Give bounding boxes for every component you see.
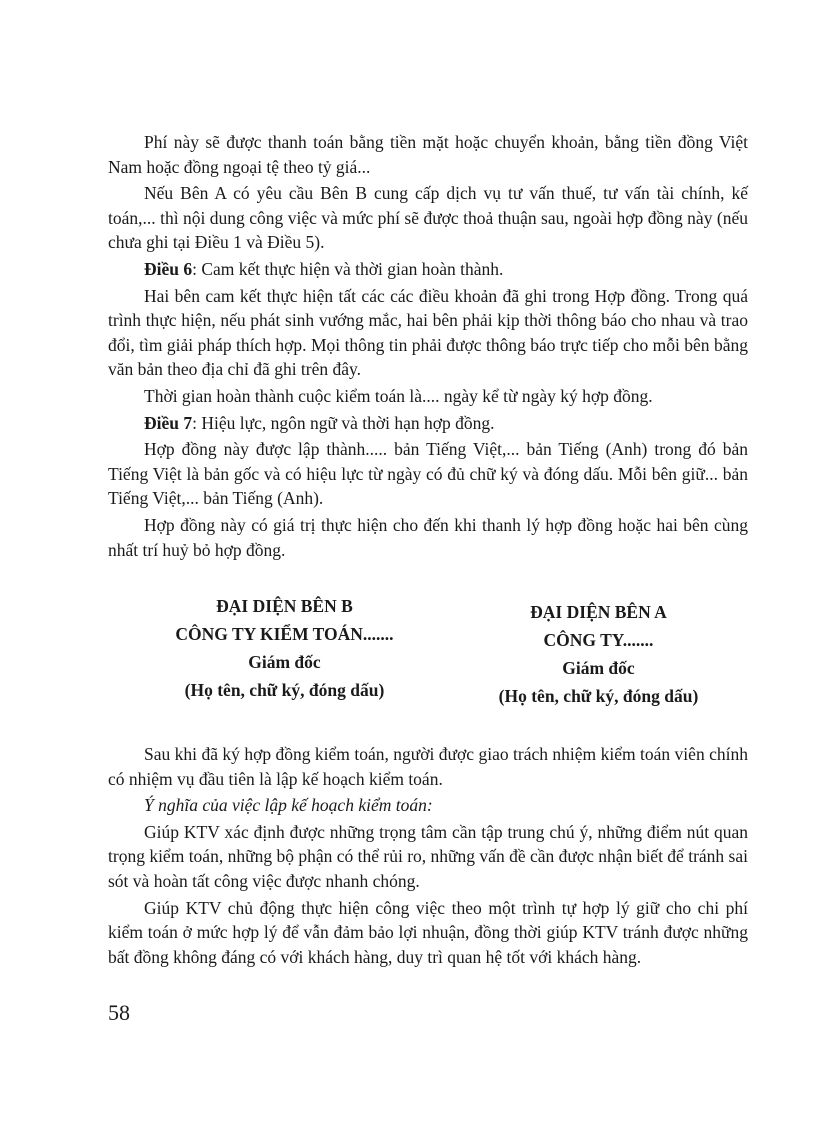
paragraph-completion-time: Thời gian hoàn thành cuộc kiểm toán là.... ngày kể từ ngày ký hợp đồng. <box>144 385 653 406</box>
party-a-representative: ĐẠI DIỆN BÊN A <box>530 602 667 623</box>
article-6-title: : Cam kết thực hiện và thời gian hoàn thành. <box>192 258 504 279</box>
paragraph-validity: Hợp đồng này có giá trị thực hiện cho đến khi thanh lý hợp đồng hoặc hai bên cùng nhất trí huỷ bỏ hợp đồng. <box>108 514 748 560</box>
party-b-company: CÔNG TY KIỂM TOÁN....... <box>175 624 394 645</box>
party-a-sign-note: (Họ tên, chữ ký, đóng dấu) <box>498 686 699 707</box>
article-7-heading <box>108 411 748 436</box>
article-6-heading <box>108 257 748 282</box>
paragraph-commitment: Hai bên cam kết thực hiện tất các các điều khoản đã ghi trong Hợp đồng. Trong quá trình thực hiện, nếu phát sinh vướng mắc, hai bên phải kịp thời thông báo cho nhau và trao đổi, tìm giải pháp thích hợp. Mọi thông tin phải được thông báo trực tiếp cho mỗi bên bằng văn bản theo địa chỉ đã ghi trên đây. <box>108 285 748 380</box>
paragraph-planning-benefit-1: Giúp KTV xác định được những trọng tâm cần tập trung chú ý, những điểm nút quan trọng kiểm toán, những bộ phận có thể rủi ro, những vấn đề cần được nhận biết để tránh sai sót và hoàn tất công việc được nhanh chóng. <box>108 821 748 892</box>
signature-block <box>108 592 748 710</box>
article-7-label: Điều 7 <box>144 412 193 433</box>
party-a-title: Giám đốc <box>562 658 635 679</box>
signature-party-a <box>449 598 748 710</box>
signature-party-b <box>120 592 449 710</box>
page-number: 58 <box>108 1000 130 1025</box>
party-b-title: Giám đốc <box>248 652 321 673</box>
subheading-planning-meaning: Ý nghĩa của việc lập kế hoạch kiểm toán: <box>144 795 433 816</box>
paragraph-planning-benefit-2: Giúp KTV chủ động thực hiện công việc theo một trình tự hợp lý giữ cho chi phí kiểm toán ở mức hợp lý để vẫn đảm bảo lợi nhuận, đồng thời giúp KTV tránh được những bất đồng không đáng có với khách hàng, duy trì quan hệ tốt với khách hàng. <box>108 897 748 967</box>
paragraph-copies: Hợp đồng này được lập thành..... bản Tiếng Việt,... bản Tiếng (Anh) trong đó bản Tiếng Việt là bản gốc và có hiệu lực từ ngày có đủ chữ ký và đóng dấu. Mỗi bên giữ... bản Tiếng Việt,... bản Tiếng (Anh). <box>108 439 748 509</box>
paragraph-extra-services: Nếu Bên A có yêu cầu Bên B cung cấp dịch vụ tư vấn thuế, tư vấn tài chính, kế toán,... thì nội dung công việc và mức phí sẽ được thoả thuận sau, ngoài hợp đồng này (nếu chưa ghi tại Điều 1 và Điều 5). <box>108 183 748 253</box>
article-7-title: : Hiệu lực, ngôn ngữ và thời hạn hợp đồng. <box>192 412 495 433</box>
paragraph-payment: Phí này sẽ được thanh toán bằng tiền mặt hoặc chuyển khoản, bằng tiền đồng Việt Nam hoặc đồng ngoại tệ theo tỷ giá... <box>108 132 748 177</box>
page-content <box>108 130 748 969</box>
party-b-sign-note: (Họ tên, chữ ký, đóng dấu) <box>184 680 385 701</box>
article-6-label: Điều 6 <box>144 258 193 279</box>
party-a-company: CÔNG TY....... <box>543 630 654 651</box>
paragraph-after-signing: Sau khi đã ký hợp đồng kiểm toán, người được giao trách nhiệm kiểm toán viên chính có nhiệm vụ đầu tiên là lập kế hoạch kiểm toán. <box>108 744 748 789</box>
party-b-representative: ĐẠI DIỆN BÊN B <box>216 596 353 617</box>
